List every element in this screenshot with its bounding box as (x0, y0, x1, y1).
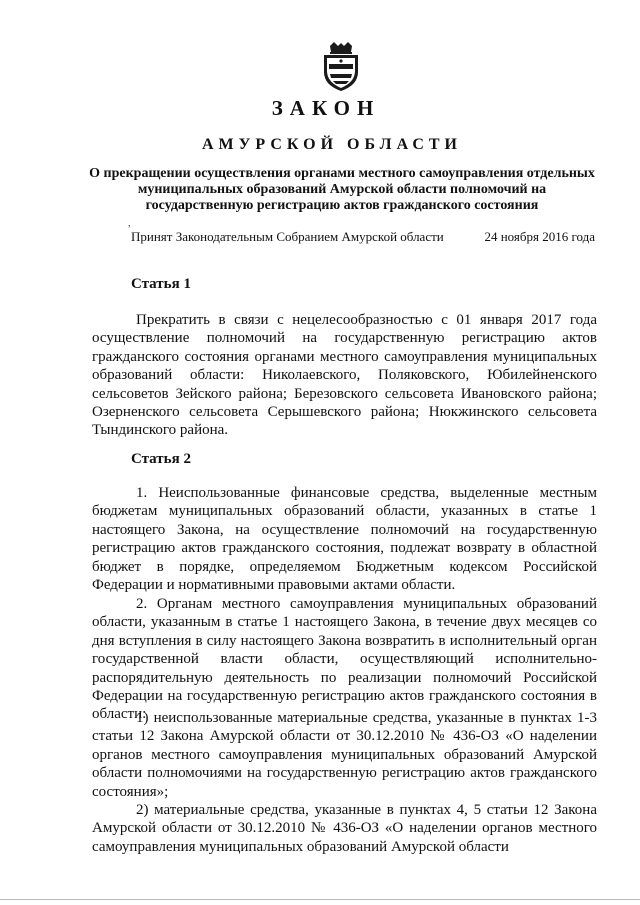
amur-oblast-coat-of-arms-icon (318, 42, 364, 92)
article-2-heading: Статья 2 (131, 451, 191, 467)
article-1-text: Прекратить в связи с нецелесообразностью с 01 января 2017 года осуществление полномочий на государственную регистрацию актов гражданского состояния органами местного самоуправления муниципальных образований области: Николаевского, Поляковского, Юбилейненского сельсоветов Зейского района; Березовского сельсовета Ивановского района; Озерненского сельсовета Серышевского района; Нюкжинского сельсовета Тындинского района. (92, 312, 597, 439)
article-2-item-2: 2) материальные средства, указанные в пунктах 4, 5 статьи 12 Закона Амурской области от 30.12.2010 № 436-ОЗ «О наделении органов местного самоуправления муниципальных образований Амурской области (92, 802, 597, 855)
margin-mark: , (128, 218, 131, 229)
adoption-line (131, 229, 595, 245)
law-subject: О прекращении осуществления органами местного самоуправления отдельных муниципальных образований Амурской области полномочий на государственную регистрацию актов гражданского состояния (89, 166, 595, 213)
article-2-paragraph-2: 2. Органам местного самоуправления муниципальных образований области, указанным в статье 1 настоящего Закона, в течение двух месяцев со дня вступления в силу настоящего Закона возвратить в исполнительный орган государственной власти области, осуществляющий исполнительно-распорядительную деятельность по реализации полномочий Российской Федерации на государственную регистрацию актов гражданского состояния в области: (92, 596, 597, 723)
adopted-by: Принят Законодательным Собранием Амурской области (131, 229, 444, 244)
article-2-paragraph-1: 1. Неиспользованные финансовые средства, выделенные местным бюджетам муниципальных образований области, указанных в статье 1 настоящего Закона, на осуществление полномочий на государственную регистрацию актов гражданского состояния, подлежат возврату в областной бюджет в порядке, определяемом Бюджетным кодексом Российской Федерации и нормативными правовыми актами области. (92, 485, 597, 594)
article-2-item-1: 1) неиспользованные материальные средства, указанные в пунктах 1-3 статьи 12 Закона Амурской области от 30.12.2010 № 436-ОЗ «О наделении органов местного самоуправления муниципальных образований Амурской области полномочиями на государственную регистрацию актов гражданского состояния»; (92, 710, 597, 800)
page-edge-line (0, 899, 640, 900)
article-1-heading: Статья 1 (131, 276, 191, 292)
adopted-date: 24 ноября 2016 года (484, 229, 595, 244)
region-title: АМУРСКОЙ ОБЛАСТИ (202, 136, 462, 153)
law-title: ЗАКОН (271, 96, 381, 120)
